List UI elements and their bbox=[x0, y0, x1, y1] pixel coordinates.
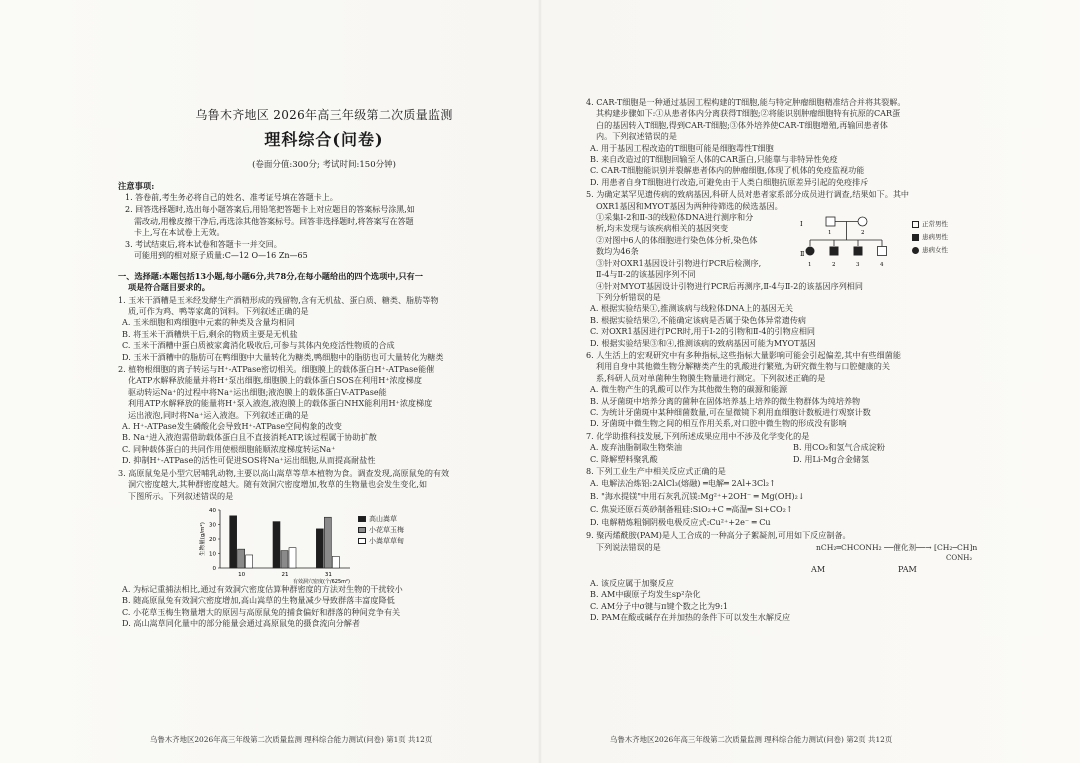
option-c: C. 玉米干酒糟中蛋白质被家禽消化吸收后,可参与其体内免疫活性物质的合成 bbox=[122, 340, 395, 351]
option-b: B. Na⁺进入液泡需借助载体蛋白且不直接消耗ATP,该过程属于协助扩散 bbox=[122, 432, 377, 443]
option-c: C. 焦炭还原石英砂制备粗硅:SiO₂+C ═高温═ Si+CO₂↑ bbox=[590, 504, 793, 515]
question-stem: 7. 化学助推科技发展,下列所述成果应用中不涉及化学变化的是 bbox=[586, 430, 810, 441]
pedigree-line: ①采集Ⅰ-2和Ⅱ-3的线粒体DNA进行测序和分 bbox=[596, 212, 754, 223]
left-page bbox=[118, 95, 530, 735]
question-4 bbox=[586, 97, 992, 188]
label-pam: PAM bbox=[898, 563, 917, 574]
option-a: A. 电解法冶炼铝:2AlCl₃(熔融) ═电解═ 2Al+3Cl₂↑ bbox=[590, 478, 776, 489]
question-stem: 质,可作为鸡、鸭等家禽的饲料。下列叙述正确的是 bbox=[128, 306, 309, 316]
option-c: C. CAR-T细胞能识别并裂解患者体内的肿瘤细胞,体现了机体的免疫监视功能 bbox=[590, 165, 865, 176]
right-page bbox=[586, 96, 992, 736]
option-c: C. 小花草玉梅生物量增大的原因与高原鼠兔的捕食偏好和群落的种间竞争有关 bbox=[122, 606, 401, 617]
option-b: B. 用CO₂和氢气合成淀粉 bbox=[793, 442, 885, 453]
option-b: B. 来自改造过的T细胞回输至人体的CAR蛋白,只能靠与非特异性免疫 bbox=[590, 154, 838, 165]
bar bbox=[273, 522, 280, 568]
notice-head: 注意事项: bbox=[118, 181, 155, 191]
question-stem: ④针对MYOT基因设计引物进行PCR后再测序,Ⅱ-4与Ⅱ-2的该基因序列相同 bbox=[596, 280, 863, 291]
legend-item bbox=[358, 525, 404, 536]
question-stem: 其构建步骤如下:①从患者体内分离获得T细胞;②将能识别肿瘤细胞特有抗原的CAR蛋 bbox=[596, 108, 901, 119]
notice-item: 需改动,用橡皮擦干净后,再选涂其他答案标号。回答非选择题时,将答案写在答题 bbox=[134, 216, 414, 226]
legend-label: 正常男性 bbox=[922, 220, 948, 229]
pedigree-male-affected bbox=[830, 247, 839, 256]
option-d: D. PAM在酸或碱存在并加热的条件下可以发生水解反应 bbox=[590, 612, 791, 623]
question-stem: 洞穴密度越大,其种群密度越大。随有效洞穴密度增加,牧草的生物量也会发生变化,如 bbox=[128, 479, 428, 490]
option-d: D. 牙菌斑中微生物之间的相互作用关系,对口腔中微生物的形成没有影响 bbox=[590, 418, 847, 429]
option-a: A. 为标记重捕法相比,通过有效洞穴密度估算种群密度的方法对生物的干扰较小 bbox=[122, 583, 403, 594]
x-axis-label: 有效洞穴密度(个/625m²) bbox=[292, 578, 350, 584]
exam-title: 乌鲁木齐地区 2026年高三年级第二次质量监测 bbox=[195, 108, 453, 122]
question-stem: 8. 下列工业生产中相关反应式正确的是 bbox=[586, 466, 726, 476]
main-title: 理科综合(问卷) bbox=[264, 130, 384, 149]
option-b: B. AM中碳原子均发生sp²杂化 bbox=[590, 589, 701, 600]
chart-svg bbox=[198, 504, 358, 584]
ped-number: 2 bbox=[861, 230, 865, 237]
option-row bbox=[586, 454, 992, 465]
legend-swatch bbox=[358, 527, 366, 533]
y-axis-label: 生物量(g/m²) bbox=[200, 522, 206, 556]
pedigree-line: Ⅱ-4与Ⅱ-2的该基因序列不同 bbox=[596, 269, 696, 280]
bar bbox=[281, 551, 288, 568]
pedigree-line: ③针对OXR1基因设计引物进行PCR后检测序, bbox=[596, 257, 762, 268]
legend-swatch bbox=[358, 516, 366, 522]
bar bbox=[230, 516, 237, 568]
legend-item bbox=[912, 244, 948, 257]
bar bbox=[238, 549, 245, 568]
option-c: C. AM分子中σ键与π键个数之比为9:1 bbox=[590, 600, 729, 611]
question-stem: 利用自身中其他微生物分解糖类产生的乳酸进行繁殖,为研究微生物与口腔健康的关 bbox=[596, 361, 890, 372]
y-tick-label: 10 bbox=[209, 551, 216, 558]
option-d: D. 玉米干酒糟中的脂肪可在鸭细胞中大量转化为糖类,鸭细胞中的脂肪也可大量转化为糖类 bbox=[122, 351, 444, 362]
section-head: 一、选择题:本题包括13小题,每小题6分,共78分,在每小题给出的四个选项中,只有一 bbox=[118, 270, 423, 281]
option-c: C. 对OXR1基因进行PCR时,用于Ⅰ-2的引物和Ⅱ-4的引物应相同 bbox=[590, 326, 816, 337]
question-stem: 9. 聚丙烯酰胺(PAM)是人工合成的一种高分子絮凝剂,可用如下反应制备。 bbox=[586, 530, 851, 541]
question-stem: 化ATP水解释放能量并将H⁺泵出细胞,细胞膜上的载体蛋白SOS在利用H⁺浓度梯度 bbox=[128, 375, 422, 386]
option-d: D. 用患者自身T细胞进行改造,可避免由于人类白细胞抗原差异引起的免疫排斥 bbox=[590, 176, 869, 187]
legend-item bbox=[912, 231, 948, 244]
y-tick-label: 20 bbox=[209, 536, 216, 543]
pedigree-diagram bbox=[798, 212, 910, 276]
pedigree-male-affected bbox=[854, 247, 863, 256]
bar bbox=[324, 517, 331, 568]
bar bbox=[246, 555, 253, 568]
ped-number: 1 bbox=[828, 230, 832, 237]
legend-swatch bbox=[912, 221, 919, 228]
pedigree-female-affected bbox=[806, 247, 815, 256]
y-tick-label: 40 bbox=[209, 507, 216, 514]
legend-label: 患病男性 bbox=[922, 233, 948, 242]
notice-item: 卡上,写在本试卷上无效。 bbox=[134, 228, 225, 238]
question-5 bbox=[586, 189, 992, 349]
pedigree-block bbox=[586, 212, 992, 280]
option-a: A. 用于基因工程改造的T细胞可能是细胞毒性T细胞 bbox=[590, 142, 774, 153]
ped-number: 4 bbox=[880, 262, 884, 269]
legend-label: 小嵩草草甸 bbox=[369, 536, 404, 545]
legend-item bbox=[358, 514, 404, 525]
section-head-cont: 项是符合题目要求的。 bbox=[128, 282, 210, 293]
ped-number: 1 bbox=[808, 262, 812, 269]
x-tick-label: 21 bbox=[281, 571, 289, 578]
side-group: CONH₂ bbox=[946, 553, 973, 562]
question-6 bbox=[586, 350, 992, 430]
page-footer: 乌鲁木齐地区2026年高三年级第二次质量监测 理科综合能力测试(问卷) 第1页 共12页 bbox=[150, 735, 433, 744]
question-stem: 下列分析错误的是 bbox=[596, 291, 661, 302]
pedigree-male-normal bbox=[826, 217, 835, 226]
question-stem: 1. 玉米干酒糟是玉米经发酵生产酒精形成的残留物,含有无机盐、蛋白质、糖类、脂肪等物 bbox=[118, 294, 439, 305]
gen-label: Ⅱ bbox=[800, 250, 805, 259]
pedigree-male-normal bbox=[878, 247, 887, 256]
legend-swatch bbox=[912, 247, 919, 254]
pedigree-line: ②对图中6人的体细胞进行染色体分析,染色体 bbox=[596, 234, 758, 245]
question-8 bbox=[586, 466, 992, 529]
label-am: AM bbox=[811, 563, 826, 574]
question-stem: 内。下列叙述错误的是 bbox=[596, 131, 677, 142]
pedigree-line: 析,均未发现与该疾病相关的基因突变 bbox=[596, 223, 729, 234]
atomic-masses: 可能用到的相对原子质量:C—12 O—16 Zn—65 bbox=[134, 251, 308, 261]
question-stem: 运出液泡,同时将Na⁺运入液泡。下列叙述正确的是 bbox=[128, 409, 309, 420]
notice-item: 2. 回答选择题时,选出每小题答案后,用铅笔把答题卡上对应题目的答案标号涂黑,如 bbox=[125, 205, 415, 214]
question-7 bbox=[586, 431, 992, 465]
x-tick-label: 10 bbox=[238, 571, 246, 578]
option-a: A. 该反应属于加聚反应 bbox=[590, 577, 674, 588]
option-d: D. 用Li-Mg合金储氢 bbox=[793, 453, 869, 464]
legend-swatch bbox=[912, 234, 919, 241]
option-b: B. 根据实验结果②,不能确定该病是否属于染色体异常遗传病 bbox=[590, 314, 807, 325]
option-b: B. 随高原鼠兔有效洞穴密度增加,高山嵩草的生物量减少导致群落丰富度降低 bbox=[122, 595, 395, 606]
biomass-chart bbox=[118, 504, 530, 584]
question-1 bbox=[118, 295, 530, 363]
option-c: C. 同种载体蛋白的共同作用使根细胞能顺浓度梯度转运Na⁺ bbox=[122, 443, 336, 454]
page-fold bbox=[538, 0, 542, 763]
option-a: A. 废弃油脂制取生物柴油 bbox=[590, 442, 682, 453]
question-stem: 5. 为确定某罕见遗传病的致病基因,科研人员对患者家系部分成员进行调查,结果如下。其中 bbox=[586, 189, 910, 200]
question-3 bbox=[118, 468, 530, 630]
option-a: A. 微生物产生的乳酸可以作为其他微生物的碳源和能源 bbox=[590, 384, 788, 395]
legend-label: 患病女性 bbox=[922, 246, 948, 255]
notice-item: 1. 答卷前,考生务必将自己的姓名、准考证号填在答题卡上。 bbox=[125, 193, 338, 203]
score-line: (卷面分值:300分; 考试时间:150分钟) bbox=[252, 160, 396, 170]
bar bbox=[316, 529, 323, 568]
question-stem: 白的基因转入T细胞,得到CAR-T细胞;③体外培养使CAR-T细胞增殖,再输回患者体 bbox=[596, 119, 888, 130]
y-tick-label: 0 bbox=[212, 565, 216, 572]
x-tick-label: 31 bbox=[324, 571, 332, 578]
pedigree-legend bbox=[912, 218, 948, 257]
option-d: D. 电解精炼粗铜阴极电极反应式:Cu²⁺+2e⁻ ═ Cu bbox=[590, 517, 771, 528]
option-c: C. 降解塑料聚乳酸 bbox=[590, 453, 658, 464]
question-stem: 3. 高原鼠兔是小型穴居哺乳动物,主要以高山嵩草等草本植物为食。调查发现,高原鼠兔的有效 bbox=[118, 467, 450, 478]
option-a: A. 玉米细胞和鸡细胞中元素的种类及含量均相同 bbox=[122, 317, 295, 328]
y-tick-label: 30 bbox=[209, 522, 216, 529]
legend-item bbox=[912, 218, 948, 231]
question-2 bbox=[118, 364, 530, 467]
ped-number: 2 bbox=[832, 262, 836, 269]
question-stem: 4. CAR-T细胞是一种通过基因工程构建的T细胞,能与特定肿瘤细胞精准结合并将其裂解。 bbox=[586, 97, 906, 107]
gen-label: Ⅰ bbox=[800, 220, 803, 229]
question-stem: 驱动转运Na⁺的过程中将Na⁺运出细胞;液泡膜上的载体蛋白V-ATPase能 bbox=[128, 386, 387, 397]
question-stem: 6. 人生活上的宏观研究中有多种指标,这些指标大量影响可能会引起偏差,其中有些细菌能 bbox=[586, 349, 901, 360]
question-9 bbox=[586, 530, 992, 623]
question-stem: 系,科研人员对单菌种生物膜生物量进行测定。下列叙述正确的是 bbox=[596, 372, 826, 383]
page-footer: 乌鲁木齐地区2026年高三年级第二次质量监测 理科综合能力测试(问卷) 第2页 共12页 bbox=[610, 735, 893, 744]
bar bbox=[332, 556, 339, 568]
pedigree-line: 数均为46条 bbox=[596, 246, 639, 257]
reaction-equation: nCH₂═CHCONH₂ ──催化剂──→ [CH₂─CH]n bbox=[816, 542, 978, 552]
option-a: A. 根据实验结果①,推测该病与线粒体DNA上的基因无关 bbox=[590, 303, 793, 314]
legend-item bbox=[358, 536, 404, 547]
option-a: A. H⁺-ATPase发生磷酸化会导致H⁺-ATPase空间构象的改变 bbox=[122, 421, 342, 432]
bar bbox=[289, 548, 296, 568]
option-d: D. 高山嵩草同化量中的部分能量会通过高原鼠兔的摄食流向分解者 bbox=[122, 618, 360, 629]
legend-label: 高山嵩草 bbox=[369, 514, 397, 523]
option-c: C. 为统计牙菌斑中某种细菌数量,可在显微镜下利用血细胞计数板进行观察计数 bbox=[590, 406, 871, 417]
question-stem: 利用ATP水解释放的能量将H⁺泵入液泡,液泡膜上的载体蛋白NHX能利用H⁺浓度梯度 bbox=[128, 398, 433, 409]
question-stem: OXR1基因和MYOT基因为两种待筛选的候选基因。 bbox=[596, 200, 783, 211]
legend-swatch bbox=[358, 538, 366, 544]
option-b: B. 将玉米干酒糟烘干后,剩余的物质主要是无机盐 bbox=[122, 328, 298, 339]
pedigree-female-normal bbox=[858, 217, 867, 226]
option-d: D. 根据实验结果③和④,推测该病的致病基因可能为MYOT基因 bbox=[590, 337, 816, 348]
legend-label: 小花草玉梅 bbox=[369, 525, 404, 534]
question-stem: 2. 植物根细胞的离子转运与H⁺-ATPase密切相关。细胞膜上的载体蛋白H⁺-ATPase能催 bbox=[118, 364, 435, 375]
notice-item: 3. 考试结束后,将本试卷和答题卡一并交回。 bbox=[125, 239, 282, 249]
option-d: D. 抑制H⁺-ATPase的活性可促进SOS将Na⁺运出细胞,从而提高耐盐性 bbox=[122, 455, 376, 466]
ped-number: 3 bbox=[856, 262, 860, 269]
question-stem: 下图所示。下列叙述错误的是 bbox=[128, 490, 234, 501]
option-row bbox=[586, 442, 992, 453]
pam-reaction bbox=[586, 542, 992, 578]
chart-legend bbox=[358, 514, 404, 547]
option-b: B. 从牙菌斑中培养分离的菌种在固体培养基上培养的微生物群体为纯培养物 bbox=[590, 395, 861, 406]
option-b: B. "海水提镁"中用石灰乳沉镁:Mg²⁺+2OH⁻ ═ Mg(OH)₂↓ bbox=[590, 491, 805, 502]
question-stem: 下列说法错误的是 bbox=[596, 541, 661, 552]
pedigree-text bbox=[586, 212, 791, 280]
